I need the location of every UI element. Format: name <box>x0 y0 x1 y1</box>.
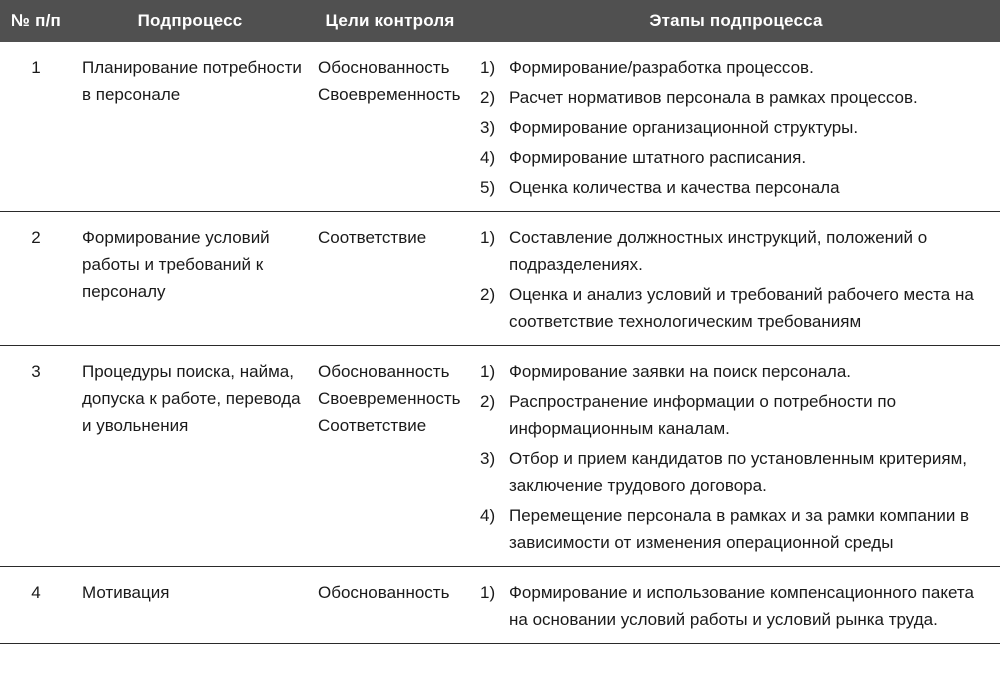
header-goals: Цели контроля <box>325 11 455 30</box>
step-number: 3) <box>480 449 496 468</box>
step-number: 1) <box>480 362 496 381</box>
step-item <box>480 144 996 171</box>
step-text: Расчет нормативов персонала в рамках процессов. <box>509 88 918 107</box>
step-list <box>480 358 996 556</box>
step-item <box>480 358 996 385</box>
step-list <box>480 54 996 201</box>
control-goal: Обоснованность <box>318 583 450 602</box>
control-goal: Соответствие <box>318 228 427 247</box>
step-text: Формирование и использование компенсационного пакета на основании условий работы и условий рынка труда. <box>509 583 974 629</box>
subprocess-steps <box>472 212 1000 346</box>
row-number: 1 <box>31 58 41 77</box>
step-number: 2) <box>480 285 496 304</box>
step-item <box>480 224 996 278</box>
step-number: 5) <box>480 178 496 197</box>
step-list <box>480 224 996 335</box>
step-text: Формирование/разработка процессов. <box>509 58 814 77</box>
row-number: 3 <box>31 362 41 381</box>
step-text: Оценка количества и качества персонала <box>509 178 840 197</box>
step-list <box>480 579 996 633</box>
step-item <box>480 579 996 633</box>
subprocess-steps <box>472 42 1000 212</box>
subprocess-name: Мотивация <box>82 583 170 602</box>
step-text: Отбор и прием кандидатов по установленным критериям, заключение трудового договора. <box>509 449 968 495</box>
control-goals <box>308 346 472 567</box>
control-goals <box>308 567 472 644</box>
step-text: Оценка и анализ условий и требований рабочего места на соответствие технологическим требованиям <box>509 285 974 331</box>
step-text: Формирование организационной структуры. <box>509 118 859 137</box>
step-number: 2) <box>480 88 496 107</box>
step-text: Составление должностных инструкций, положений о подразделениях. <box>509 228 928 274</box>
step-number: 4) <box>480 148 496 167</box>
step-number: 1) <box>480 58 496 77</box>
row-number: 2 <box>31 228 41 247</box>
step-item <box>480 281 996 335</box>
header-steps: Этапы подпроцесса <box>649 11 823 30</box>
table-row <box>0 567 1000 644</box>
step-text: Перемещение персонала в рамках и за рамки компании в зависимости от изменения операционной среды <box>509 506 970 552</box>
subprocess-steps <box>472 567 1000 644</box>
step-text: Формирование штатного расписания. <box>509 148 807 167</box>
step-item <box>480 445 996 499</box>
table-row <box>0 346 1000 567</box>
step-number: 1) <box>480 228 496 247</box>
step-item <box>480 54 996 81</box>
table-row <box>0 42 1000 212</box>
table-row <box>0 212 1000 346</box>
table-header <box>0 0 1000 42</box>
subprocess-name: Формирование условий работы и требований к персоналу <box>82 228 270 301</box>
control-goal: Своевременность <box>318 85 461 104</box>
control-goals <box>308 42 472 212</box>
step-text: Распространение информации о потребности по информационным каналам. <box>509 392 897 438</box>
step-number: 3) <box>480 118 496 137</box>
step-number: 2) <box>480 392 496 411</box>
step-number: 1) <box>480 583 496 602</box>
control-goals <box>308 212 472 346</box>
step-item <box>480 174 996 201</box>
control-goal: Обоснованность <box>318 362 450 381</box>
control-goal: Обоснованность <box>318 58 450 77</box>
header-num: № п/п <box>11 11 61 30</box>
step-item <box>480 114 996 141</box>
step-number: 4) <box>480 506 496 525</box>
header-subprocess: Подпроцесс <box>137 11 243 30</box>
control-goal: Своевременность <box>318 389 461 408</box>
step-item <box>480 502 996 556</box>
step-text: Формирование заявки на поиск персонала. <box>509 362 852 381</box>
step-item <box>480 388 996 442</box>
subprocess-name: Процедуры поиска, найма, допуска к работе, перевода и увольнения <box>82 362 301 435</box>
control-goal: Соответствие <box>318 416 427 435</box>
table-body <box>0 42 1000 644</box>
step-item <box>480 84 996 111</box>
row-number: 4 <box>31 583 41 602</box>
subprocess-name: Планирование потребности в персонале <box>82 58 302 104</box>
subprocess-steps <box>472 346 1000 567</box>
